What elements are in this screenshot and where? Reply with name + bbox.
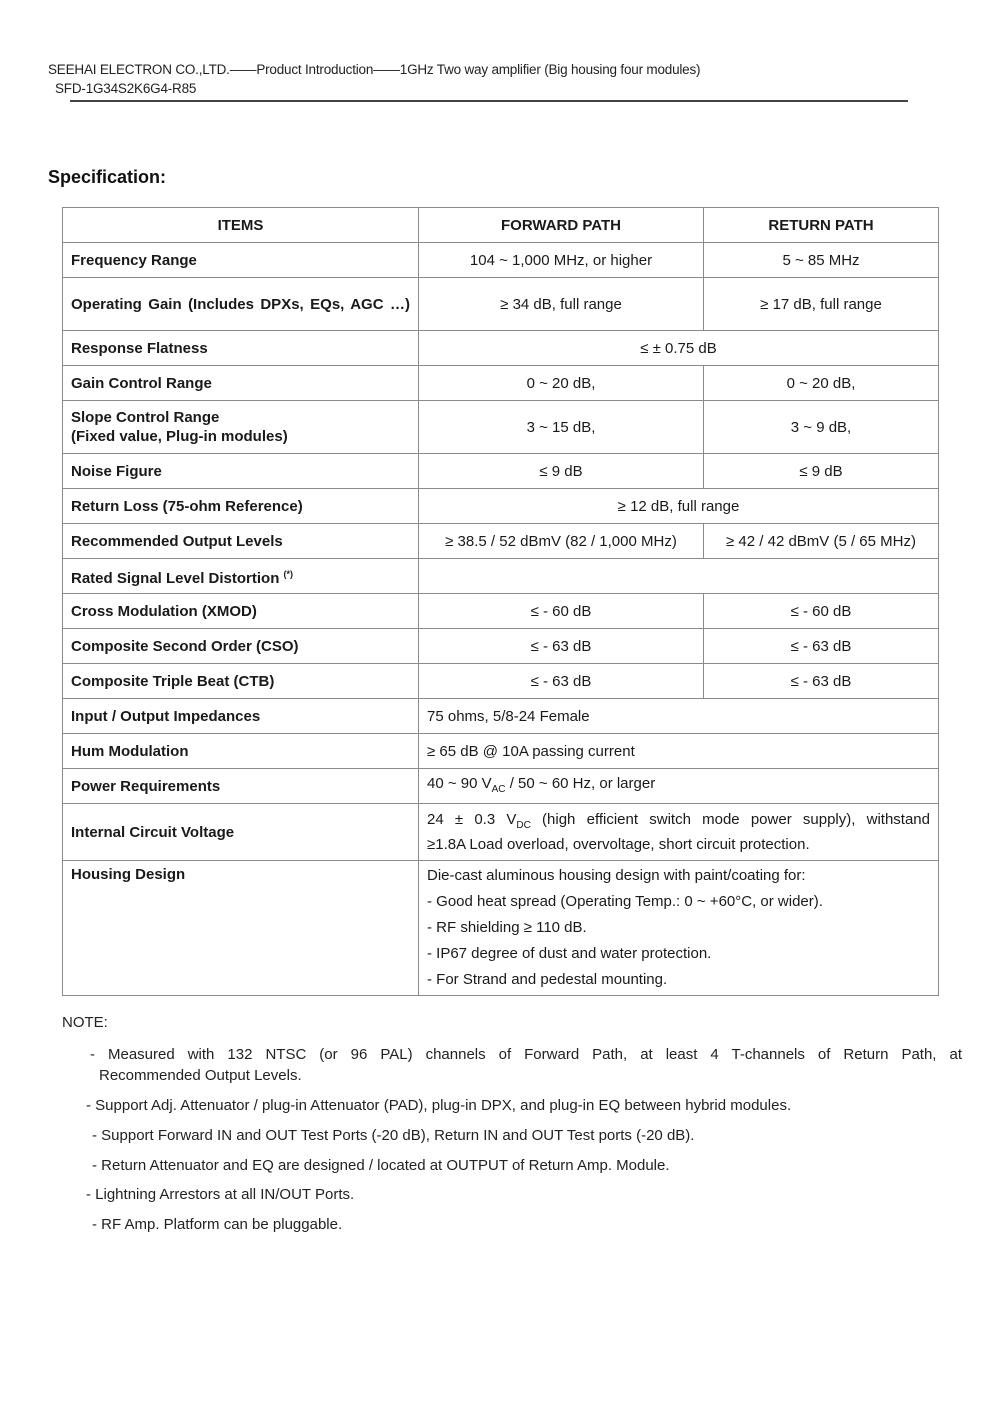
- item-cell: Hum Modulation: [63, 734, 419, 769]
- notes-section: [62, 1014, 962, 1041]
- item-cell: Input / Output Impedances: [63, 699, 419, 734]
- forward-cell: 0 ~ 20 dB,: [419, 366, 704, 401]
- value-text: / 50 ~ 60 Hz, or larger: [505, 774, 656, 792]
- footnote-marker: (*): [283, 568, 294, 579]
- note-item: - Measured with 132 NTSC (or 96 PAL) channels of Forward Path, at least 4 T-channels of Return Path, at: [90, 1046, 962, 1063]
- return-cell: ≤ - 60 dB: [704, 594, 939, 629]
- table-row: [63, 454, 939, 489]
- item-cell: Composite Second Order (CSO): [63, 629, 419, 664]
- forward-cell: ≥ 38.5 / 52 dBmV (82 / 1,000 MHz): [419, 524, 704, 559]
- table-row: [63, 489, 939, 524]
- item-cell: Power Requirements: [63, 769, 419, 804]
- item-cell: Composite Triple Beat (CTB): [63, 664, 419, 699]
- return-cell: ≥ 42 / 42 dBmV (5 / 65 MHz): [704, 524, 939, 559]
- return-cell: ≤ - 63 dB: [704, 664, 939, 699]
- merged-value-cell: ≤ ± 0.75 dB: [419, 331, 939, 366]
- specification-table: [62, 207, 939, 996]
- forward-cell: 3 ~ 15 dB,: [419, 401, 704, 454]
- item-cell: Frequency Range: [63, 243, 419, 278]
- table-row: [63, 594, 939, 629]
- forward-cell: ≤ - 63 dB: [419, 664, 704, 699]
- housing-line: - Good heat spread (Operating Temp.: 0 ~ +60°C, or wider).: [427, 893, 823, 910]
- table-row: [63, 734, 939, 769]
- merged-value-cell: ≥ 65 dB @ 10A passing current: [419, 734, 939, 769]
- column-header-forward: FORWARD PATH: [419, 208, 704, 243]
- item-sublabel: (Fixed value, Plug-in modules): [71, 428, 288, 445]
- return-cell: ≥ 17 dB, full range: [704, 278, 939, 331]
- return-cell: 3 ~ 9 dB,: [704, 401, 939, 454]
- note-item: - Support Forward IN and OUT Test Ports (-20 dB), Return IN and OUT Test ports (-20 dB).: [92, 1127, 695, 1144]
- item-cell: Response Flatness: [63, 331, 419, 366]
- table-row: [63, 699, 939, 734]
- item-label: Rated Signal Level Distortion: [71, 569, 280, 587]
- document-header: SEEHAI ELECTRON CO.,LTD.——Product Introduction——1GHz Two way amplifier (Big housing four modules): [48, 62, 701, 77]
- return-cell: 0 ~ 20 dB,: [704, 366, 939, 401]
- return-cell: ≤ 9 dB: [704, 454, 939, 489]
- table-row: [63, 366, 939, 401]
- item-cell: Cross Modulation (XMOD): [63, 594, 419, 629]
- merged-value-cell: [419, 769, 939, 804]
- table-row: [63, 664, 939, 699]
- item-cell: [63, 559, 419, 594]
- forward-cell: ≥ 34 dB, full range: [419, 278, 704, 331]
- note-item: - Return Attenuator and EQ are designed / located at OUTPUT of Return Amp. Module.: [92, 1157, 670, 1174]
- item-cell: Noise Figure: [63, 454, 419, 489]
- header-divider: [70, 100, 908, 102]
- column-header-return: RETURN PATH: [704, 208, 939, 243]
- item-cell: Gain Control Range: [63, 366, 419, 401]
- table-row: [63, 524, 939, 559]
- table-header-row: [63, 208, 939, 243]
- value-subscript: DC: [516, 820, 531, 831]
- note-item: - RF Amp. Platform can be pluggable.: [92, 1216, 343, 1233]
- item-cell: Return Loss (75-ohm Reference): [63, 489, 419, 524]
- forward-cell: ≤ - 63 dB: [419, 629, 704, 664]
- column-header-items: ITEMS: [63, 208, 419, 243]
- table-row: [63, 331, 939, 366]
- housing-line: - RF shielding ≥ 110 dB.: [427, 919, 587, 936]
- section-title: Specification:: [48, 167, 167, 187]
- forward-cell: ≤ 9 dB: [419, 454, 704, 489]
- merged-value-cell: [419, 861, 939, 996]
- merged-value-cell: 75 ohms, 5/8-24 Female: [419, 699, 939, 734]
- item-cell: [63, 401, 419, 454]
- item-cell: Recommended Output Levels: [63, 524, 419, 559]
- table-row: [63, 401, 939, 454]
- forward-cell: ≤ - 60 dB: [419, 594, 704, 629]
- table-row: [63, 278, 939, 331]
- note-item: - Lightning Arrestors at all IN/OUT Ports.: [86, 1186, 355, 1203]
- forward-cell: 104 ~ 1,000 MHz, or higher: [419, 243, 704, 278]
- item-cell: Housing Design: [63, 861, 419, 996]
- table-row: [63, 769, 939, 804]
- value-text: 40 ~ 90 V: [427, 774, 492, 792]
- value-subscript: AC: [491, 783, 506, 795]
- housing-line: - For Strand and pedestal mounting.: [427, 971, 668, 988]
- item-cell: Internal Circuit Voltage: [63, 804, 419, 861]
- item-cell: [63, 278, 419, 331]
- value-text: 24 ± 0.3 V: [427, 811, 517, 828]
- value-text: (high efficient switch mode power supply), withstand: [530, 811, 930, 828]
- table-row: [63, 804, 939, 861]
- notes-title: NOTE:: [62, 1014, 108, 1031]
- value-line: [427, 810, 930, 835]
- table-row: [63, 861, 939, 996]
- note-item-continuation: Recommended Output Levels.: [99, 1067, 302, 1084]
- housing-line: Die-cast aluminous housing design with paint/coating for:: [427, 867, 806, 884]
- merged-value-cell: [419, 559, 939, 594]
- merged-value-cell: ≥ 12 dB, full range: [419, 489, 939, 524]
- return-cell: 5 ~ 85 MHz: [704, 243, 939, 278]
- item-label: Slope Control Range: [71, 409, 220, 426]
- table-row: [63, 629, 939, 664]
- return-cell: ≤ - 63 dB: [704, 629, 939, 664]
- table-row: [63, 559, 939, 594]
- housing-line: - IP67 degree of dust and water protection.: [427, 945, 712, 962]
- table-row: [63, 243, 939, 278]
- value-line: ≥1.8A Load overload, overvoltage, short circuit protection.: [427, 836, 810, 853]
- merged-value-cell: [419, 804, 939, 861]
- note-item: - Support Adj. Attenuator / plug-in Attenuator (PAD), plug-in DPX, and plug-in EQ between hybrid modules.: [86, 1097, 792, 1114]
- model-number: SFD-1G34S2K6G4-R85: [55, 81, 197, 96]
- item-label: Operating Gain (Includes DPXs, EQs, AGC …): [71, 295, 410, 313]
